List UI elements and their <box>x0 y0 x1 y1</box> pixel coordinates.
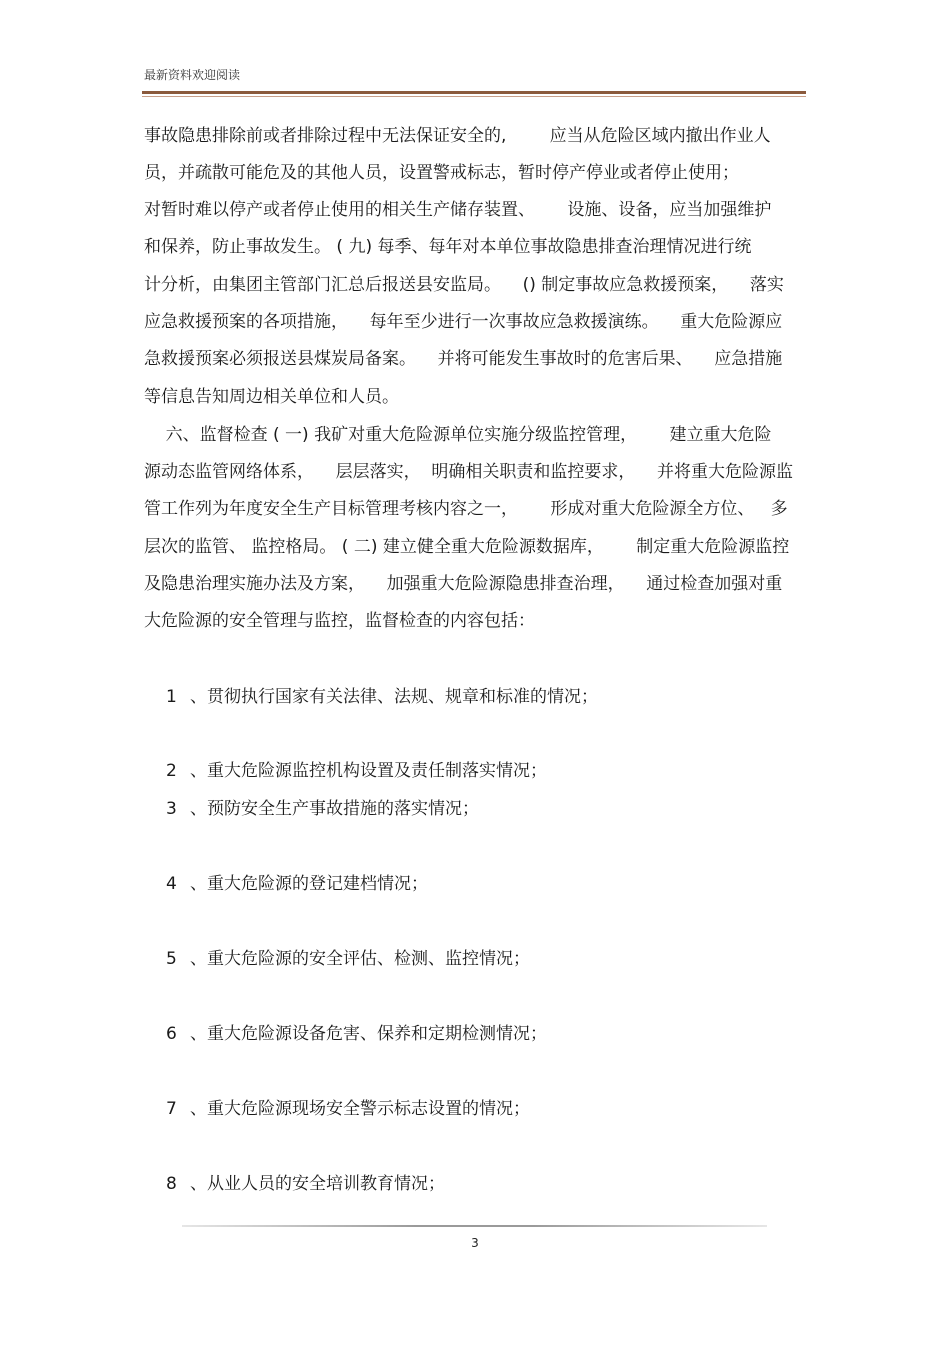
list-item-text: 、重大危险源监控机构设置及责任制落实情况； <box>190 761 547 781</box>
text-line: 源动态监管网络体系， 层层落实， 明确相关职责和监控要求， 并将重大危险源监 <box>144 462 794 482</box>
list-item-number: 4 <box>166 874 177 894</box>
text-line: 六、监督检查 ( 一) 我矿对重大危险源单位实施分级监控管理， 建立重大危险 <box>144 425 772 445</box>
list-item-number: 3 <box>166 799 177 819</box>
list-item-text: 、从业人员的安全培训教育情况； <box>190 1174 445 1194</box>
list-item-text: 、重大危险源设备危害、保养和定期检测情况； <box>190 1024 547 1044</box>
list-item <box>166 872 428 896</box>
list-item-number: 7 <box>166 1099 177 1119</box>
text-line: 员，并疏散可能危及的其他人员，设置警戒标志，暂时停产停业或者停止使用； <box>144 163 739 183</box>
text-line: 急救援预案必须报送县煤炭局备案。 并将可能发生事故时的危害后果、 应急措施 <box>144 349 783 369</box>
page-number: 3 <box>471 1236 479 1250</box>
list-item-number: 5 <box>166 949 177 969</box>
list-item <box>166 797 479 821</box>
text-line: 计分析，由集团主管部门汇总后报送县安监局。 () 制定事故应急救援预案， 落实 <box>144 275 784 295</box>
header-title: 最新资料欢迎阅读 <box>144 68 241 82</box>
list-item <box>166 759 547 783</box>
list-item <box>166 685 598 709</box>
text-line: 大危险源的安全管理与监控，监督检查的内容包括： <box>144 611 535 631</box>
list-item-number: 6 <box>166 1024 177 1044</box>
header-rule-thin <box>142 96 806 97</box>
list-item <box>166 1022 547 1046</box>
list-item <box>166 1097 530 1121</box>
list-item-text: 、重大危险源现场安全警示标志设置的情况； <box>190 1099 530 1119</box>
list-item-number: 8 <box>166 1174 177 1194</box>
list-item <box>166 1172 445 1196</box>
text-line: 及隐患治理实施办法及方案， 加强重大危险源隐患排查治理， 通过检查加强对重 <box>144 574 783 594</box>
text-line: 管工作列为年度安全生产目标管理考核内容之一， 形成对重大危险源全方位、 多 <box>144 499 788 519</box>
text-line: 对暂时难以停产或者停止使用的相关生产储存装置、 设施、设备，应当加强维护 <box>144 200 772 220</box>
text-line: 和保养，防止事故发生。 ( 九) 每季、每年对本单位事故隐患排查治理情况进行统 <box>144 237 752 257</box>
footer-rule <box>182 1225 767 1227</box>
header-rule <box>142 91 806 94</box>
text-line: 层次的监管、 监控格局。 ( 二) 建立健全重大危险源数据库， 制定重大危险源监控 <box>144 537 790 557</box>
list-item-number: 1 <box>166 687 177 707</box>
text-line: 等信息告知周边相关单位和人员。 <box>144 387 399 407</box>
text-line: 应急救援预案的各项措施， 每年至少进行一次事故应急救援演练。 重大危险源应 <box>144 312 783 332</box>
list-item <box>166 947 530 971</box>
text-line: 事故隐患排除前或者排除过程中无法保证安全的, 应当从危险区域内撤出作业人 <box>144 126 771 146</box>
list-item-text: 、贯彻执行国家有关法律、法规、规章和标准的情况； <box>190 687 598 707</box>
list-item-text: 、重大危险源的登记建档情况； <box>190 874 428 894</box>
list-item-text: 、重大危险源的安全评估、检测、监控情况； <box>190 949 530 969</box>
list-item-text: 、预防安全生产事故措施的落实情况； <box>190 799 479 819</box>
list-item-number: 2 <box>166 761 177 781</box>
